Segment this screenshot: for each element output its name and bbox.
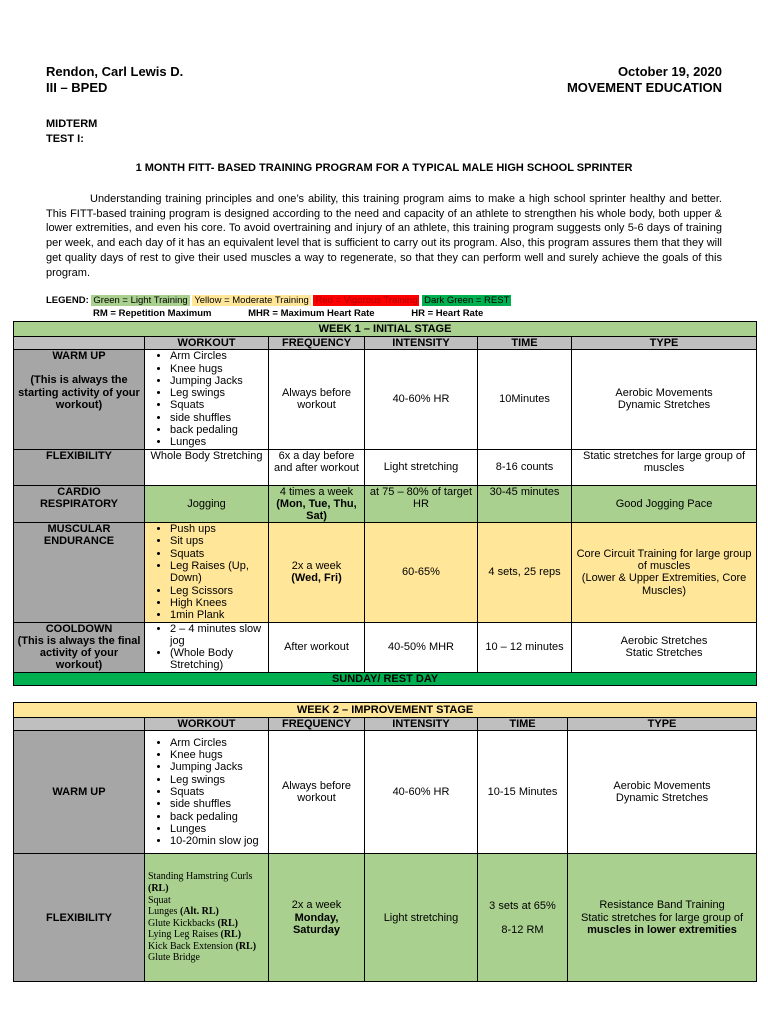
exercise-name: Glute Kickbacks	[148, 917, 218, 929]
intensity-cell: 40-60% HR	[365, 350, 478, 449]
row-label: FLEXIBILITY	[14, 449, 145, 485]
freq-days: (Wed, Fri)	[291, 572, 342, 585]
list-item: • Squats	[170, 548, 265, 560]
legend-label: LEGEND:	[46, 295, 89, 306]
list-item: • Leg swings	[170, 387, 265, 399]
workout-cell: Whole Body Stretching	[145, 449, 269, 485]
exercise-side: (RL)	[217, 917, 238, 929]
intro-paragraph: Understanding training principles and one’s ability, this training program aims to make a high school sprinter healthy and better. This FITT-based training program is designed according to the need and capacity of an athlete to strengthen his whole body, both upper & lower extremities, and even his core. To avoid overtraining and injury of an athlete, this training program suggests only 5-6 days of training per week, and each day of it has an equivalent level that is sufficient to carry out its program. Also, this program assures them that they will get quality days of rest to give their used muscles a way to regenerate, so that they can perform well and surely achieve the goals of this program.	[46, 193, 722, 279]
table-row	[14, 854, 757, 982]
table-row	[14, 485, 757, 523]
exercise-side: (Alt. RL)	[179, 906, 219, 918]
list-item: • Jumping Jacks	[170, 761, 265, 773]
type-cell: Good Jogging Pace	[572, 485, 757, 523]
type-line: Dynamic Stretches	[615, 792, 709, 805]
intensity-cell: 40-60% HR	[365, 731, 478, 854]
row-note: (This is always the final activity of your workout)	[17, 634, 141, 672]
list-item: • Push ups	[170, 523, 265, 535]
time-cell: 10-15 Minutes	[478, 731, 568, 854]
legend	[46, 294, 511, 308]
row-title: COOLDOWN	[45, 622, 113, 635]
doc-title: 1 MONTH FITT- BASED TRAINING PROGRAM FOR A TYPICAL MALE HIGH SCHOOL SPRINTER	[135, 162, 633, 174]
time-cell: 8-16 counts	[478, 449, 572, 485]
list-item	[148, 871, 265, 894]
time-cell: 30-45 minutes	[478, 485, 572, 523]
column-header: WORKOUT	[145, 337, 269, 350]
freq-line: 4 times a week	[279, 485, 354, 498]
list-item: • Lunges	[170, 436, 265, 448]
table-row	[14, 731, 757, 854]
type-line: Aerobic Movements	[613, 780, 711, 792]
doc-date: October 19, 2020	[617, 64, 722, 79]
workout-cell	[145, 350, 269, 449]
column-header: INTENSITY	[365, 337, 478, 350]
list-item: • back pedaling	[170, 424, 265, 436]
type-cell	[572, 622, 757, 672]
week2-stage-title: WEEK 2 – IMPROVEMENT STAGE	[14, 703, 757, 718]
frequency-cell	[269, 485, 365, 523]
frequency-cell: Always before workout	[269, 731, 365, 854]
row-label	[14, 350, 145, 449]
legend-abbreviations	[93, 308, 517, 319]
row-label: WARM UP	[14, 731, 145, 854]
freq-line: 2x a week	[291, 560, 342, 573]
exam-info	[46, 117, 97, 147]
frequency-cell	[269, 523, 365, 622]
type-emphasis: muscles in lower extremities	[587, 923, 737, 936]
header-blank	[14, 718, 145, 731]
type-line: Dynamic Stretches	[617, 399, 711, 412]
week1-table	[13, 321, 757, 686]
column-header: FREQUENCY	[269, 337, 365, 350]
legend-green: Green = Light Training	[93, 295, 188, 306]
workout-list	[148, 623, 265, 672]
column-header: FREQUENCY	[269, 718, 365, 731]
header-blank	[14, 337, 145, 350]
type-cell	[568, 854, 757, 982]
column-header: TYPE	[572, 337, 757, 350]
exercise-side: (RL)	[235, 940, 257, 952]
week2-table	[13, 702, 757, 982]
list-item	[148, 941, 265, 953]
exercise-side: (RL)	[148, 882, 169, 894]
exercise-name: Lunges	[148, 906, 180, 918]
frequency-cell	[269, 854, 365, 982]
column-header: TIME	[478, 718, 568, 731]
freq-days: Monday, Saturday	[292, 911, 341, 936]
list-item: • Leg Raises (Up, Down)	[170, 560, 265, 585]
intensity-cell: 40-50% MHR	[365, 622, 478, 672]
exercise-name: Kick Back Extension	[148, 940, 236, 952]
type-line: Aerobic Stretches	[620, 634, 708, 647]
exam-term: MIDTERM	[46, 118, 98, 130]
workout-cell	[145, 622, 269, 672]
list-item: • High Knees	[170, 597, 265, 609]
list-item: • Squats	[170, 399, 265, 411]
list-item	[148, 895, 265, 907]
week1-stage-title: WEEK 1 – INITIAL STAGE	[14, 322, 757, 337]
list-item: • 1min Plank	[170, 609, 265, 621]
time-line: 8-12 RM	[501, 923, 544, 936]
doc-subject: MOVEMENT EDUCATION	[566, 80, 722, 95]
time-cell: 10Minutes	[478, 350, 572, 449]
row-label: CARDIO RESPIRATORY	[14, 485, 145, 523]
legend-dark-green: Dark Green = REST	[424, 295, 510, 306]
list-item: • Knee hugs	[170, 363, 265, 375]
list-item: • Jumping Jacks	[170, 375, 265, 387]
type-line: Static Stretches	[625, 647, 703, 660]
list-item: • Lunges	[170, 823, 265, 835]
column-header: INTENSITY	[365, 718, 478, 731]
row-label: MUSCULAR ENDURANCE	[14, 523, 145, 622]
row-title: WARM UP	[52, 350, 106, 363]
list-item	[148, 952, 265, 964]
row-label	[14, 622, 145, 672]
list-item: • side shuffles	[170, 798, 265, 810]
list-item	[148, 906, 265, 918]
rest-day-row: SUNDAY/ REST DAY	[14, 672, 757, 685]
row-note: (This is always the starting activity of your workout)	[18, 374, 140, 411]
type-cell	[568, 731, 757, 854]
workout-cell	[145, 854, 269, 982]
legend-hr: HR = Heart Rate	[411, 308, 484, 319]
list-item: • Leg Scissors	[170, 585, 265, 597]
frequency-cell: Always before workout	[269, 350, 365, 449]
frequency-cell: 6x a day before and after workout	[269, 449, 365, 485]
workout-cell	[145, 731, 269, 854]
type-line: Aerobic Movements	[615, 387, 713, 400]
legend-red: Red = Vigorous Training	[315, 295, 418, 306]
type-line: Resistance Band Training	[599, 899, 725, 912]
student-info	[46, 64, 183, 96]
column-header: TYPE	[568, 718, 757, 731]
student-name: Rendon, Carl Lewis D.	[46, 64, 184, 79]
column-header: TIME	[478, 337, 572, 350]
table-row	[14, 449, 757, 485]
workout-list	[148, 350, 265, 448]
table-row	[14, 350, 757, 449]
type-cell: Static stretches for large group of muscles	[572, 449, 757, 485]
workout-list	[148, 871, 265, 964]
freq-line: 2x a week	[291, 899, 342, 912]
exercise-name: Glute Bridge	[148, 952, 200, 964]
legend-yellow: Yellow = Moderate Training	[194, 295, 309, 306]
legend-rm: RM = Repetition Maximum	[93, 308, 212, 319]
doc-info	[567, 64, 722, 96]
intensity-cell: Light stretching	[365, 449, 478, 485]
list-item: • back pedaling	[170, 811, 265, 823]
exercise-name: Lying Leg Raises	[148, 929, 221, 941]
time-line: 3 sets at 65%	[489, 899, 556, 912]
legend-mhr: MHR = Maximum Heart Rate	[248, 308, 375, 319]
exercise-name: Standing Hamstring Curls	[148, 871, 253, 883]
workout-cell: Jogging	[145, 485, 269, 523]
list-item: • 2 – 4 minutes slow jog	[170, 623, 265, 648]
list-item: • (Whole Body Stretching)	[170, 647, 265, 672]
list-item: • Sit ups	[170, 535, 265, 547]
list-item: • Leg swings	[170, 774, 265, 786]
exercise-name: Squat	[148, 894, 171, 906]
workout-list	[148, 737, 265, 848]
time-cell: 10 – 12 minutes	[478, 622, 572, 672]
list-item: • 10-20min slow jog	[170, 835, 265, 847]
type-cell	[572, 350, 757, 449]
list-item: • Knee hugs	[170, 749, 265, 761]
type-cell	[572, 523, 757, 622]
workout-cell	[145, 523, 269, 622]
intensity-cell: at 75 – 80% of target HR	[365, 485, 478, 523]
time-cell: 4 sets, 25 reps	[478, 523, 572, 622]
freq-days: (Mon, Tue, Thu, Sat)	[276, 497, 357, 522]
list-item: • Squats	[170, 786, 265, 798]
type-line: Core Circuit Training for large group of muscles	[576, 547, 752, 573]
student-section: III – BPED	[46, 80, 108, 95]
row-label: FLEXIBILITY	[14, 854, 145, 982]
list-item: • Arm Circles	[170, 350, 265, 362]
table-row	[14, 622, 757, 672]
type-line: Static stretches for large group of	[581, 911, 744, 924]
list-item	[148, 929, 265, 941]
intensity-cell: 60-65%	[365, 523, 478, 622]
list-item	[148, 918, 265, 930]
time-cell	[478, 854, 568, 982]
table-row	[14, 523, 757, 622]
column-header: WORKOUT	[145, 718, 269, 731]
type-line: (Lower & Upper Extremities, Core Muscles)	[581, 572, 747, 597]
exercise-side: (RL)	[220, 929, 242, 941]
exam-test: TEST I:	[46, 133, 84, 145]
workout-list	[148, 523, 265, 621]
list-item: • Arm Circles	[170, 737, 265, 749]
frequency-cell: After workout	[269, 622, 365, 672]
list-item: • side shuffles	[170, 412, 265, 424]
intensity-cell: Light stretching	[365, 854, 478, 982]
